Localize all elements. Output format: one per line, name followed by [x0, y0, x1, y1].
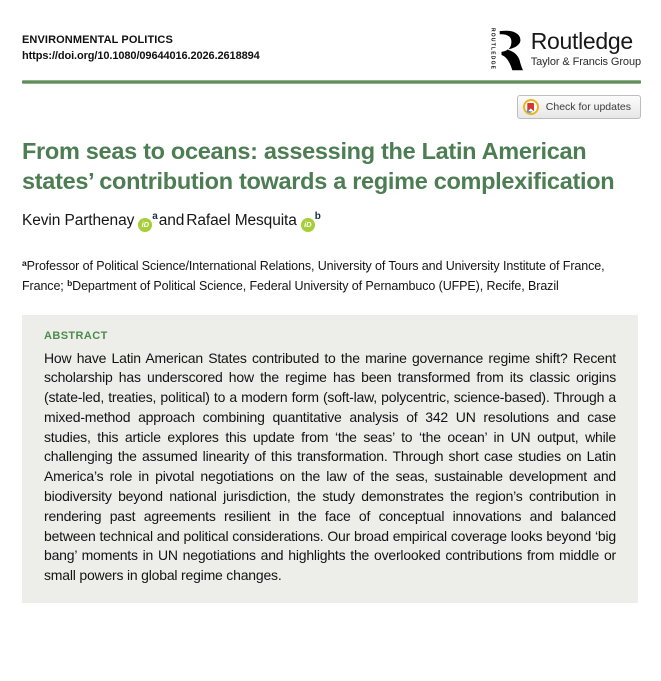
author-name: Rafael Mesquita: [186, 212, 297, 229]
affiliation-sup: a: [22, 257, 27, 268]
crossmark-bookmark-icon: [527, 103, 534, 112]
author-name: Kevin Parthenay: [22, 212, 135, 229]
affiliations: [22, 255, 612, 296]
badge-row: [22, 95, 641, 119]
abstract-heading: ABSTRACT: [44, 329, 108, 342]
article-title: From seas to oceans: assessing the Latin American states’ contribution towards a regime complexification: [22, 138, 615, 194]
header-rule-divider: [22, 80, 641, 84]
check-for-updates-button[interactable]: [517, 95, 641, 119]
abstract-body: How have Latin American States contributed to the marine governance regime shift? Recent scholarship has underscored how the regime has been transformed from its classic origins (state-led, treaties, political) to a modern form (soft-law, polycentric, science-based). Through a mixed-method approach combining quantitative analysis of 342 UN resolutions and case studies, this article explores this update from ‘the seas’ to ‘the ocean’ in UN output, while challenging the assumed linearity of this transformation. Through short case studies on Latin America’s role in pivotal negotiations on the law of the seas, sustainable development and biodiversity beyond national jurisdiction, the study demonstrates the region’s contribution in rendering past agreements resilient in the face of conceptual innovations and balanced between technical and political considerations. Our broad empirical coverage looks beyond ‘big bang’ moments in UN negotiations and highlights the overlooked contributions from middle or small powers in global regime changes.: [44, 349, 616, 584]
abstract-box: [22, 315, 638, 604]
journal-doi: https://doi.org/10.1080/09644016.2026.2618894: [22, 50, 260, 62]
publisher-group: Taylor & Francis Group: [530, 56, 641, 68]
author-affiliation-sup: b: [314, 211, 321, 222]
orcid-icon[interactable]: iD: [301, 218, 315, 232]
routledge-logo: [490, 27, 641, 73]
affiliation-text: Professor of Political Science/International Relations, University of Tours and University Institute of France, France;: [22, 258, 605, 293]
publisher-name: Routledge: [530, 28, 633, 54]
routledge-mark-icon: [497, 27, 524, 73]
check-for-updates-label: Check for updates: [545, 101, 631, 113]
affiliation-text: Department of Political Science, Federal University of Pernambuco (UFPE), Recife, Brazil: [72, 279, 559, 293]
header: [22, 27, 641, 73]
authors-connector: and: [158, 212, 185, 229]
publisher-names: [531, 27, 641, 68]
crossmark-icon: [523, 99, 539, 115]
affiliation-sup: b: [67, 278, 73, 288]
authors-line: [22, 211, 641, 232]
routledge-vertical-text: ROUTLEDGE: [489, 28, 496, 71]
orcid-icon[interactable]: iD: [138, 218, 152, 232]
author-affiliation-sup: a: [152, 211, 158, 222]
journal-name: ENVIRONMENTAL POLITICS: [22, 34, 173, 46]
journal-block: [22, 27, 260, 62]
